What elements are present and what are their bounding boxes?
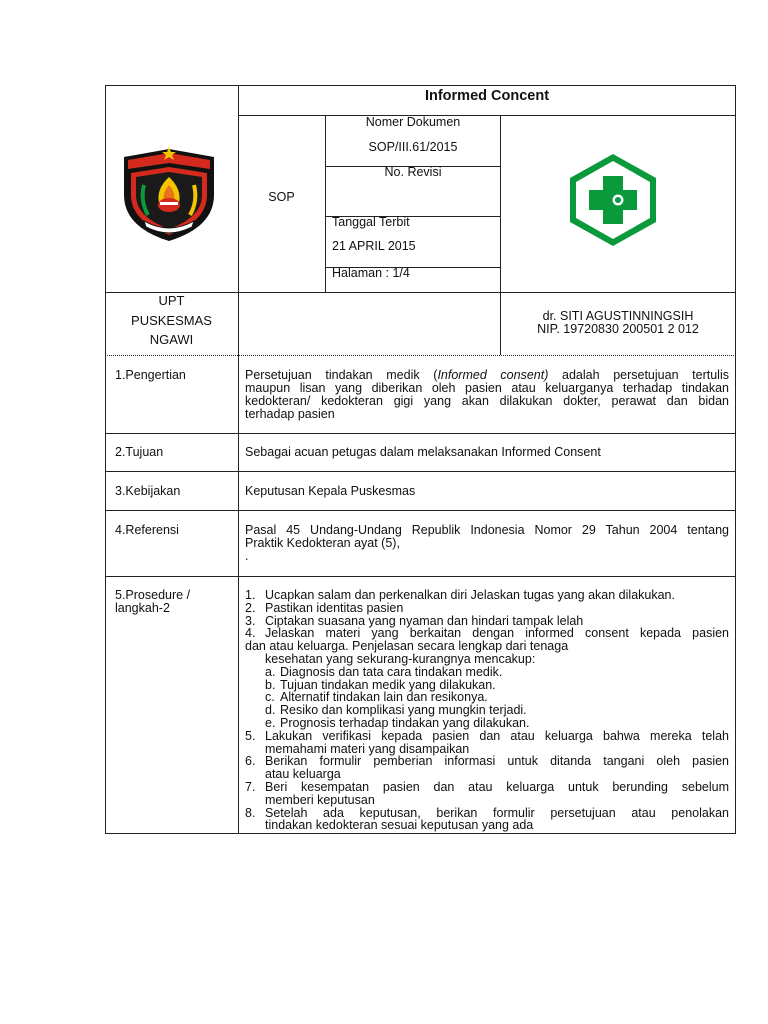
procedure-substep-d: d. Resiko dan komplikasi yang mungkin terjadi.	[265, 703, 527, 718]
signer-nip: NIP. 19720830 200501 2 012	[537, 322, 699, 336]
procedure-step-2: 2. Pastikan identitas pasien	[245, 600, 404, 615]
issue-date-label: Tanggal Terbit	[332, 215, 410, 229]
sop-label: SOP	[268, 190, 295, 204]
puskesmas-logo	[564, 152, 662, 248]
pengertian-text: Persetujuan tindakan medik (Informed consent) adalah persetujuan tertulis maupun lisan yang diberikan oleh pasien atau keluarganya terhadap tindakan kedokteran/ kedokteran gigi yang akan dilakukan dokter, perawat dan bidan terhadap pasien	[245, 368, 729, 421]
document-title: Informed Concent	[424, 88, 550, 104]
procedure-step-8-cont: tindakan kedokteran sesuai keputusan yang ada	[265, 818, 534, 833]
prosedur-label-line1: 5.Prosedure /	[115, 588, 191, 602]
prosedur-label-line2: langkah-2	[115, 601, 170, 615]
page-number: Halaman : 1/4	[332, 266, 410, 280]
org-line-puskesmas: PUSKESMAS	[131, 313, 212, 328]
procedure-step-3: 3. Ciptakan suasana yang nyaman dan hindari tampak lelah	[245, 613, 584, 628]
kebijakan-text: Keputusan Kepala Puskesmas	[245, 484, 416, 498]
procedure-substep-a: a. Diagnosis dan tata cara tindakan medik.	[265, 664, 503, 679]
procedure-step-4-cont2: kesehatan yang sekurang-kurangnya mencakup:	[265, 651, 536, 666]
procedure-step-5: 5. Lakukan verifikasi kepada pasien dan atau keluarga bahwa mereka telah	[245, 728, 729, 743]
procedure-step-8: 8. Setelah ada keputusan, berikan formulir persetujuan atau penolakan	[245, 805, 729, 820]
org-line-ngawi: NGAWI	[149, 332, 194, 347]
procedure-substep-c: c. Alternatif tindakan lain dan resikonya.	[265, 690, 488, 705]
procedure-substep-e: e. Prognosis terhadap tindakan yang dilakukan.	[265, 715, 530, 730]
kebijakan-label: 3.Kebijakan	[115, 484, 181, 498]
referensi-text: Pasal 45 Undang-Undang Republik Indonesia Nomor 29 Tahun 2004 tentang Praktik Kedokteran ayat (5), .	[245, 523, 729, 563]
ngawi-regency-emblem	[122, 145, 216, 243]
tujuan-text: Sebagai acuan petugas dalam melaksanakan Informed Consent	[245, 445, 601, 459]
issue-date-value: 21 APRIL 2015	[332, 239, 416, 253]
org-line-upt: UPT	[158, 293, 185, 308]
procedure-step-5-cont: memahami materi yang disampaikan	[265, 741, 470, 756]
procedure-step-6-cont: atau keluarga	[265, 767, 341, 782]
procedure-substep-b: b. Tujuan tindakan medik yang dilakukan.	[265, 677, 496, 692]
doc-number-label: Nomer Dokumen	[365, 115, 461, 129]
referensi-label: 4.Referensi	[115, 523, 179, 537]
revision-label: No. Revisi	[384, 165, 442, 179]
tujuan-label: 2.Tujuan	[115, 445, 164, 459]
procedure-step-1: 1. Ucapkan salam dan perkenalkan diri Jelaskan tugas yang akan dilakukan.	[245, 588, 675, 602]
procedure-step-7-cont: memberi keputusan	[265, 792, 375, 807]
pengertian-label: 1.Pengertian	[115, 368, 186, 382]
procedure-step-6: 6. Berikan formulir pemberian informasi untuk ditanda tangani oleh pasien	[245, 754, 729, 769]
procedure-list	[245, 589, 729, 832]
procedure-step-4: 4. Jelaskan materi yang berkaitan dengan informed consent kepada pasien	[245, 626, 729, 641]
procedure-step-4-cont: dan atau keluarga. Penjelasan secara lengkap dari tenaga	[245, 639, 569, 654]
procedure-step-7: 7. Beri kesempatan pasien dan atau keluarga untuk berunding sebelum	[245, 779, 729, 794]
signer-name: dr. SITI AGUSTINNINGSIH	[542, 309, 694, 323]
doc-number-value: SOP/III.61/2015	[368, 140, 458, 154]
